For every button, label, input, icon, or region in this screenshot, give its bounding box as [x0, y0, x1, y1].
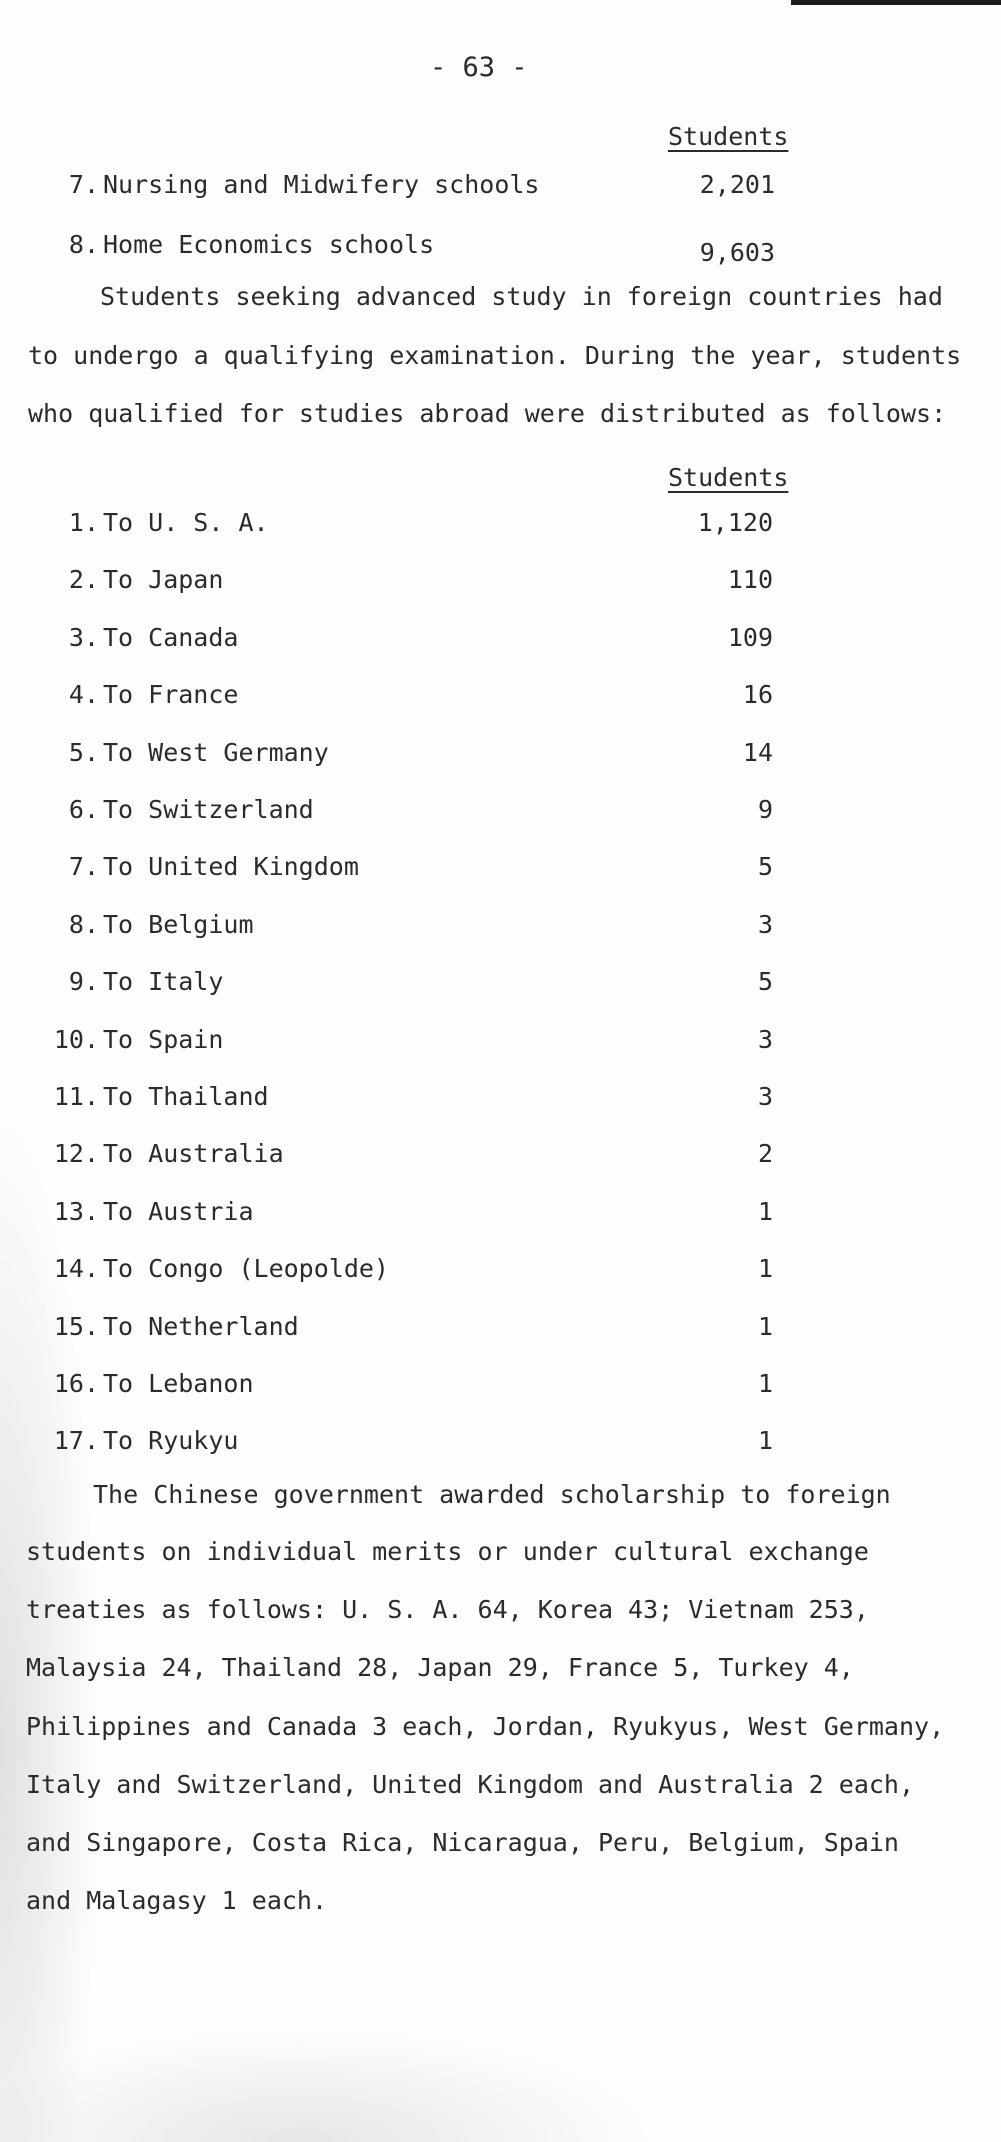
row-number: 1.	[68, 508, 99, 537]
row-number: 15.	[53, 1312, 99, 1341]
table-row	[0, 170, 1001, 210]
row-number: 7.	[68, 852, 99, 881]
row-label: To Thailand	[103, 1082, 269, 1111]
table-row	[0, 680, 1001, 720]
paragraph-line: The Chinese government awarded scholarship to foreign	[93, 1480, 891, 1509]
row-value: 2,201	[699, 170, 775, 199]
row-label: To Canada	[103, 623, 239, 652]
paragraph-line: Malaysia 24, Thailand 28, Japan 29, France 5, Turkey 4,	[26, 1653, 854, 1682]
row-number: 16.	[53, 1369, 99, 1398]
row-value: 1,120	[697, 508, 773, 537]
row-value: 3	[757, 1025, 773, 1054]
table-row	[0, 1312, 1001, 1352]
row-number: 11.	[53, 1082, 99, 1111]
row-number: 3.	[68, 623, 99, 652]
row-label: To Netherland	[103, 1312, 299, 1341]
table-row	[0, 508, 1001, 548]
row-label: To Italy	[103, 967, 224, 996]
paragraph-line: Philippines and Canada 3 each, Jordan, Ryukyus, West Germany,	[26, 1712, 945, 1741]
paragraph-line: to undergo a qualifying examination. During the year, students	[28, 341, 962, 370]
row-label: To Ryukyu	[103, 1426, 239, 1455]
table-row	[0, 795, 1001, 835]
row-label: To Lebanon	[103, 1369, 254, 1398]
table-row	[0, 1254, 1001, 1294]
row-label: To Spain	[103, 1025, 224, 1054]
row-label: To United Kingdom	[103, 852, 359, 881]
paragraph-line: treaties as follows: U. S. A. 64, Korea 43; Vietnam 253,	[26, 1595, 869, 1624]
row-value: 109	[727, 623, 773, 652]
row-label: To Japan	[103, 565, 224, 594]
table-row	[0, 1197, 1001, 1237]
row-number: 4.	[68, 680, 99, 709]
row-number: 7.	[68, 170, 99, 199]
row-label: To Australia	[103, 1139, 284, 1168]
row-value: 9,603	[699, 238, 775, 267]
row-value: 5	[757, 852, 773, 881]
row-number: 8.	[68, 910, 99, 939]
row-label: To U. S. A.	[103, 508, 269, 537]
row-label: Home Economics schools	[103, 230, 435, 259]
paragraph-line: Italy and Switzerland, United Kingdom and Australia 2 each,	[26, 1770, 915, 1799]
table-row	[0, 565, 1001, 605]
paragraph-line: and Singapore, Costa Rica, Nicaragua, Peru, Belgium, Spain	[26, 1828, 899, 1857]
row-value: 9	[757, 795, 773, 824]
row-label: To Austria	[103, 1197, 254, 1226]
row-number: 10.	[53, 1025, 99, 1054]
table-row	[0, 1426, 1001, 1466]
row-value: 5	[757, 967, 773, 996]
row-value: 1	[757, 1254, 773, 1283]
paragraph-line: students on individual merits or under cultural exchange	[26, 1537, 869, 1566]
row-number: 2.	[68, 565, 99, 594]
table-row	[0, 1082, 1001, 1122]
table-row	[0, 967, 1001, 1007]
table-row	[0, 910, 1001, 950]
row-number: 17.	[53, 1426, 99, 1455]
row-value: 14	[742, 738, 773, 767]
paragraph-line: who qualified for studies abroad were distributed as follows:	[28, 399, 947, 428]
row-number: 12.	[53, 1139, 99, 1168]
students-column-header: Students	[668, 463, 789, 492]
table-row	[0, 1139, 1001, 1179]
row-label: To West Germany	[103, 738, 329, 767]
table-row	[0, 623, 1001, 663]
row-value: 1	[757, 1197, 773, 1226]
row-number: 9.	[68, 967, 99, 996]
row-number: 6.	[68, 795, 99, 824]
row-number: 13.	[53, 1197, 99, 1226]
row-number: 14.	[53, 1254, 99, 1283]
table-row	[0, 230, 1001, 270]
paragraph-line: Students seeking advanced study in foreign countries had	[100, 282, 943, 311]
row-value: 110	[727, 565, 773, 594]
page-number: - 63 -	[430, 52, 528, 83]
table-row	[0, 738, 1001, 778]
row-number: 5.	[68, 738, 99, 767]
row-value: 1	[757, 1426, 773, 1455]
row-value: 2	[757, 1139, 773, 1168]
row-label: To Congo (Leopolde)	[103, 1254, 389, 1283]
table-row	[0, 1369, 1001, 1409]
paragraph-line: and Malagasy 1 each.	[26, 1886, 328, 1915]
table-row	[0, 1025, 1001, 1065]
row-number: 8.	[68, 230, 99, 259]
row-value: 1	[757, 1369, 773, 1398]
table-row	[0, 852, 1001, 892]
row-label: To Belgium	[103, 910, 254, 939]
top-edge-mark	[791, 0, 1001, 5]
row-value: 1	[757, 1312, 773, 1341]
students-column-header: Students	[668, 122, 789, 151]
row-value: 3	[757, 1082, 773, 1111]
row-label: Nursing and Midwifery schools	[103, 170, 540, 199]
row-value: 16	[742, 680, 773, 709]
row-label: To France	[103, 680, 239, 709]
row-value: 3	[757, 910, 773, 939]
row-label: To Switzerland	[103, 795, 314, 824]
